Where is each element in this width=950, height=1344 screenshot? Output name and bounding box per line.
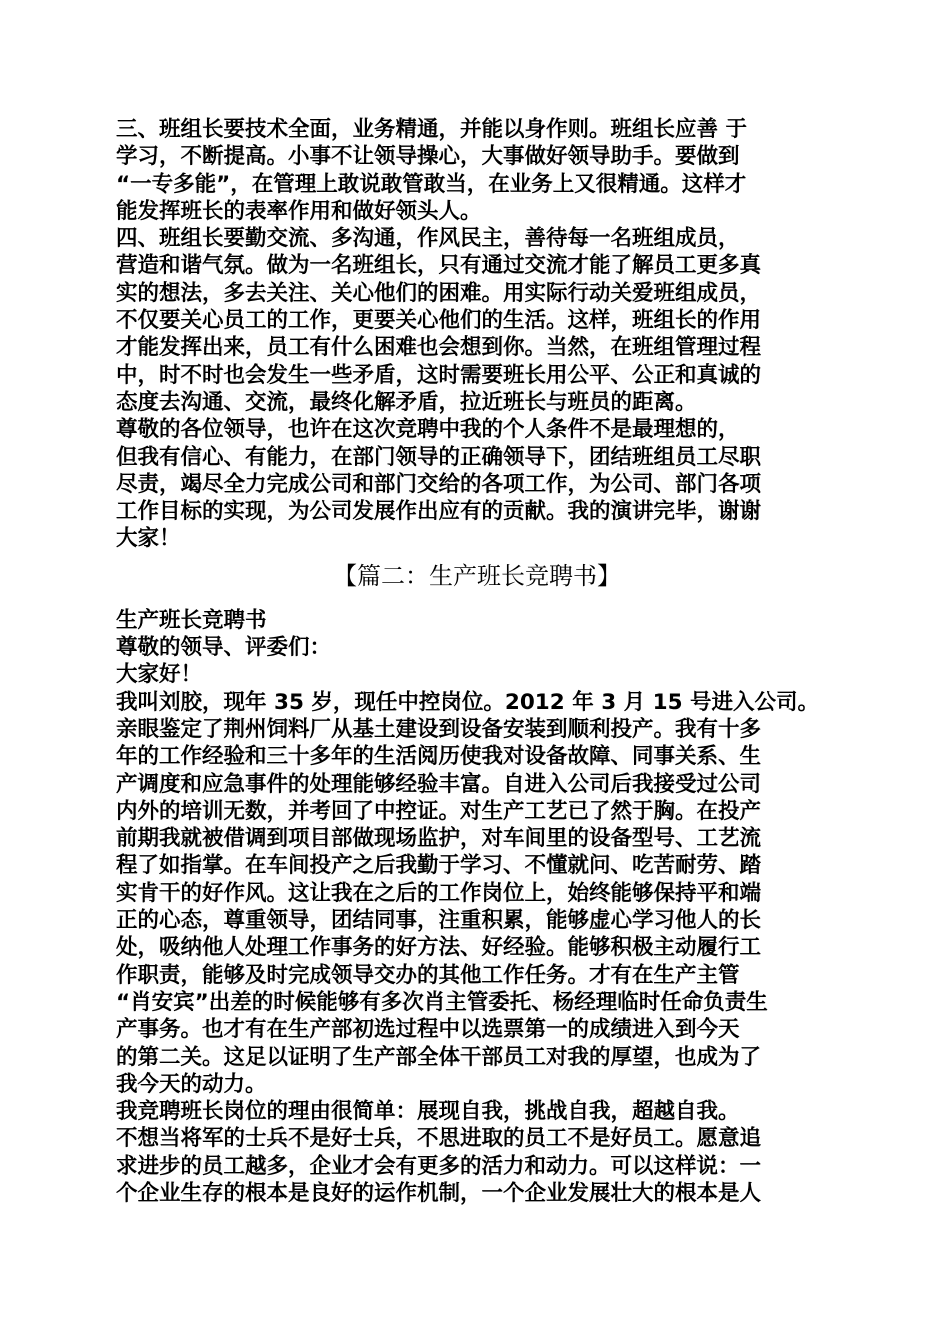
- document-content: [116, 116, 838, 1207]
- paragraph-line: 作职责，能够及时完成领导交办的其他工作任务。才有在生产主管: [116, 962, 740, 988]
- paragraph-line: 才能发挥出来，员工有什么困难也会想到你。当然，在班组管理过程: [116, 335, 762, 361]
- paragraph-line: 实肯干的好作风。这让我在之后的工作岗位上，始终能够保持平和端: [116, 880, 762, 906]
- salutation: 尊敬的领导、评委们：: [116, 635, 332, 661]
- doc-subtitle: 生产班长竞聘书: [116, 607, 267, 633]
- paragraph-line: 产事务。也才有在生产部初选过程中以选票第一的成绩进入到今天: [116, 1017, 740, 1043]
- paragraph-line: 求进步的员工越多，企业才会有更多的活力和动力。可以这样说：一: [116, 1153, 762, 1179]
- paragraph-line: 学习，不断提高。小事不让领导操心，大事做好领导助手。要做到: [116, 144, 740, 170]
- paragraph-line: 中，时不时也会发生一些矛盾，这时需要班长用公平、公正和真诚的: [116, 362, 762, 388]
- paragraph-line: 内外的培训无数，并考回了中控证。对生产工艺已了然于胸。在投产: [116, 798, 762, 824]
- paragraph-line: 不仅要关心员工的工作，更要关心他们的生活。这样，班组长的作用: [116, 308, 762, 334]
- paragraph-line: 不想当将军的士兵不是好士兵，不思进取的员工不是好员工。愿意追: [116, 1126, 762, 1152]
- paragraph-line: 程了如指掌。在车间投产之后我勤于学习、不懂就问、吃苦耐劳、踏: [116, 853, 762, 879]
- paragraph-line: 正的心态，尊重领导，团结同事，注重积累，能够虚心学习他人的长: [116, 908, 762, 934]
- greeting: 大家好！: [116, 662, 203, 688]
- paragraph-line: 实的想法，多去关注、关心他们的困难。用实际行动关爱班组成员，: [116, 280, 762, 306]
- paragraph-line: 年的工作经验和三十多年的生活阅历使我对设备故障、同事关系、生: [116, 744, 762, 770]
- section-body: [116, 607, 838, 1208]
- paragraph-line: 大家！: [116, 526, 181, 552]
- paragraph-line: 的第二关。这足以证明了生产部全体干部员工对我的厚望，也成为了: [116, 1044, 762, 1070]
- paragraph-line: 三、班组长要技术全面，业务精通，并能以身作则。班组长应善 于: [116, 117, 747, 142]
- paragraph-line: 前期我就被借调到项目部做现场监护，对车间里的设备型号、工艺流: [116, 826, 762, 852]
- paragraph-line: 尊敬的各位领导，也许在这次竞聘中我的个人条件不是最理想的，: [116, 417, 740, 443]
- paragraph-line: “肖安宾”出差的时候能够有多次肖主管委托、杨经理临时任命负责生: [116, 989, 768, 1015]
- paragraph-line: 我叫刘胶，现年 35 岁，现任中控岗位。2012 年 3 月 15 号进入公司。: [116, 689, 820, 715]
- paragraph-line: 工作目标的实现，为公司发展作出应有的贡献。我的演讲完毕，谢谢: [116, 499, 762, 525]
- paragraph-line: 尽责，竭尽全力完成公司和部门交给的各项工作，为公司、部门各项: [116, 471, 762, 497]
- paragraph-line: 亲眼鉴定了荆州饲料厂从基土建设到设备安装到顺利投产。我有十多: [116, 716, 762, 742]
- section-top: [116, 116, 838, 553]
- paragraph-line: 但我有信心、有能力，在部门领导的正确领导下，团结班组员工尽职: [116, 444, 762, 470]
- paragraph-line: 四、班组长要勤交流、多沟通，作风民主，善待每一名班组成员，: [116, 226, 740, 252]
- section-heading: 【篇二：生产班长竞聘书】: [333, 561, 621, 590]
- paragraph-line: 个企业生存的根本是良好的运作机制，一个企业发展壮大的根本是人: [116, 1180, 762, 1206]
- paragraph-line: 处，吸纳他人处理工作事务的好方法、好经验。能够积极主动履行工: [116, 935, 762, 961]
- paragraph-line: 我竞聘班长岗位的理由很简单：展现自我，挑战自我，超越自我。: [116, 1099, 740, 1125]
- paragraph-line: 态度去沟通、交流，最终化解矛盾，拉近班长与班员的距离。: [116, 389, 697, 415]
- paragraph-line: 能发挥班长的表率作用和做好领头人。: [116, 198, 482, 224]
- paragraph-line: 我今天的动力。: [116, 1071, 267, 1097]
- paragraph-line: 产调度和应急事件的处理能够经验丰富。自进入公司后我接受过公司: [116, 771, 762, 797]
- paragraph-line: 营造和谐气氛。做为一名班组长，只有通过交流才能了解员工更多真: [116, 253, 762, 279]
- paragraph-line: “一专多能”，在管理上敢说敢管敢当，在业务上又很精通。这样才: [116, 171, 747, 197]
